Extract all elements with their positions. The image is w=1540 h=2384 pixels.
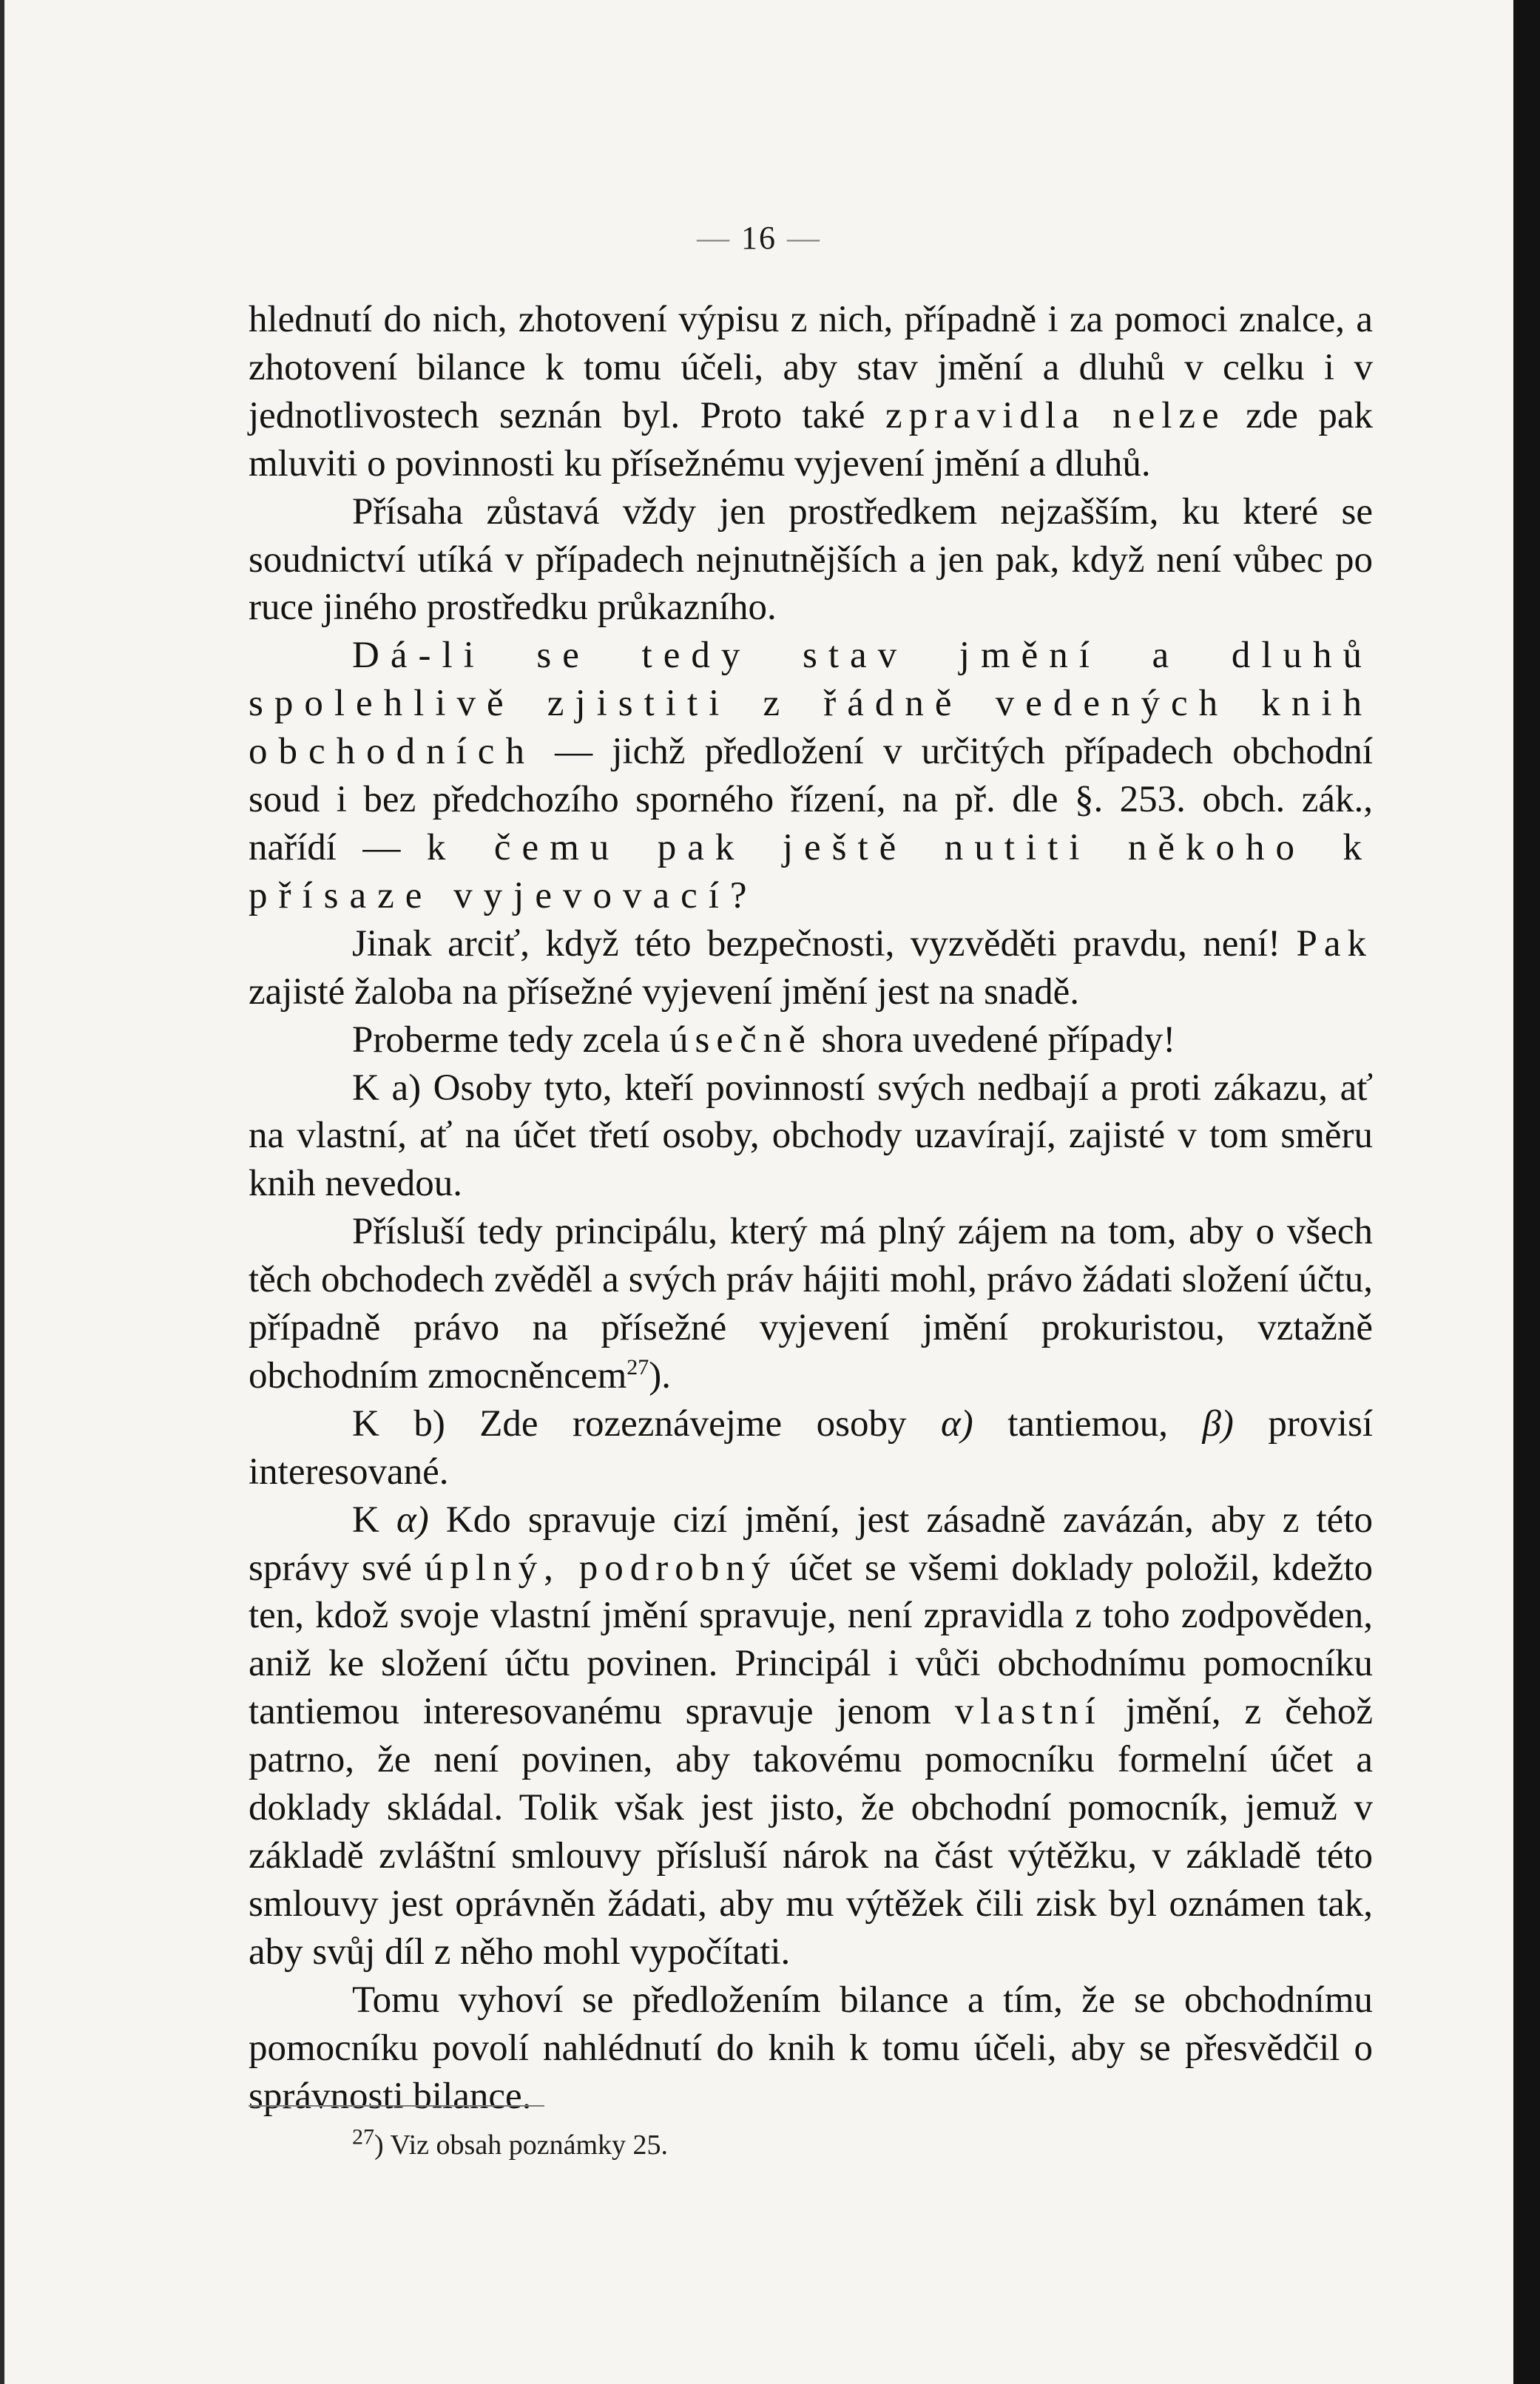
paragraph-6: K a) Osoby tyto, kteří povinností svých nedbají a proti zákazu, ať na vlastní, ať na účet třetí osoby, obchody uzavírají, zajisté v tom směru knih nevedou. — [249, 1067, 1373, 1205]
paragraph-7: Přísluší tedy principálu, který má plný zájem na tom, aby o všech těch obchodech zvěděl a svých práv hájiti mohl, právo žádati složení účtu, případně právo na přísežné vyjevení jmění prokuristou, vztažně obchodním zmocněncem$^{27}$). — [249, 1211, 1373, 1397]
page-header — [4, 219, 1513, 257]
footnote-divider — [249, 2105, 544, 2107]
header-dash-right: — — [787, 220, 821, 256]
paragraph-10: Tomu vyhoví se předložením bilance a tím, že se obchodnímu pomocníku povolí nahlédnutí do knih k tomu účeli, aby se přesvědčil o správnosti bilance. — [249, 1979, 1373, 2117]
spaced-emphasis: zpravidla nelze — [885, 394, 1226, 436]
paragraph-2: Přísaha zůstavá vždy jen prostředkem nejzašším, ku které se soudnictví utíká v případech nejnutnějších a jen pak, když není vůbec po ruce jiného prostředku průkazního. — [249, 490, 1373, 629]
paragraph-4: Jinak arciť, když této bezpečnosti, vyzvěděti pravdu, není! Pak zajisté žaloba na přísežné vyjevení jmění jest na snadě. — [249, 922, 1373, 1013]
spaced-emphasis: Dá-li se tedy stav jmění a dluhů spolehlivě zjistiti z řádně vedených knih obchodních — [249, 635, 1373, 773]
spaced-emphasis: Pak — [1296, 922, 1373, 965]
paragraph-1: hlednutí do nich, zhotovení výpisu z nich, případně i za pomoci znalce, a zhotovení bilance k tomu účeli, aby stav jmění a dluhů v celku i v jednotlivostech seznán byl. Proto také zpravidla nelze zde pak mluviti o povinnosti ku přísežnému vyjevení jmění a dluhů. — [249, 299, 1373, 484]
book-page — [4, 0, 1513, 2384]
scan-edge-right — [1513, 0, 1540, 2384]
footnote-mark: 27 — [352, 2124, 374, 2150]
paragraph-9: K α) Kdo spravuje cizí jmění, jest zásadně zavázán, aby z této správy své úplný, podrobný účet se všemi doklady položil, kdežto ten, kdož svoje vlastní jmění spravuje, není zpravidla z toho zodpověden, aniž ke složení účtu povinen. Principál i vůči obchodnímu pomocníku tantiemou interesovanému spravuje jenom vlastní jmění, z čehož patrno, že není povinen, aby takovému pomocníku formelní účet a doklady skládal. Tolik však jest jisto, že obchodní pomocník, jemuž v základě zvláštní smlouvy přísluší nárok na část výtěžku, v základě této smlouvy jest oprávněn žádati, aby mu výtěžek čili zisk byl oznámen tak, aby svůj díl z něho mohl vypočítati. — [249, 1499, 1374, 1973]
footnote-text: ) Viz obsah poznámky 25. — [374, 2130, 668, 2161]
spaced-emphasis: vlastní — [954, 1691, 1102, 1733]
paragraph-3: Dá-li se tedy stav jmění a dluhů spolehlivě zjistiti z řádně vedených knih obchodních — jichž předložení v určitých případech obchodní soud i bez předchozího sporného řízení, na př. dle §. 253. obch. zák., nařídí — k čemu pak ještě nutiti někoho k přísaze vyjevovací? — [249, 635, 1373, 916]
spaced-emphasis: úsečně — [669, 1019, 812, 1061]
footnote-ref: 27 — [627, 1354, 649, 1380]
spaced-emphasis: k čemu pak ještě nutiti někoho k přísaze vyjevovací? — [249, 826, 1373, 916]
paragraph-8: K b) Zde rozeznávejme osoby α) tantiemou, β) provisí interesované. — [249, 1402, 1373, 1493]
header-dash-left: — — [697, 220, 731, 256]
page-number: 16 — [741, 220, 777, 256]
footnote — [352, 2124, 668, 2161]
spaced-emphasis: úplný, podrobný — [424, 1547, 777, 1589]
paragraph-5: Proberme tedy zcela úsečně shora uvedené případy! — [352, 1019, 1176, 1061]
body-text — [249, 296, 1373, 2120]
